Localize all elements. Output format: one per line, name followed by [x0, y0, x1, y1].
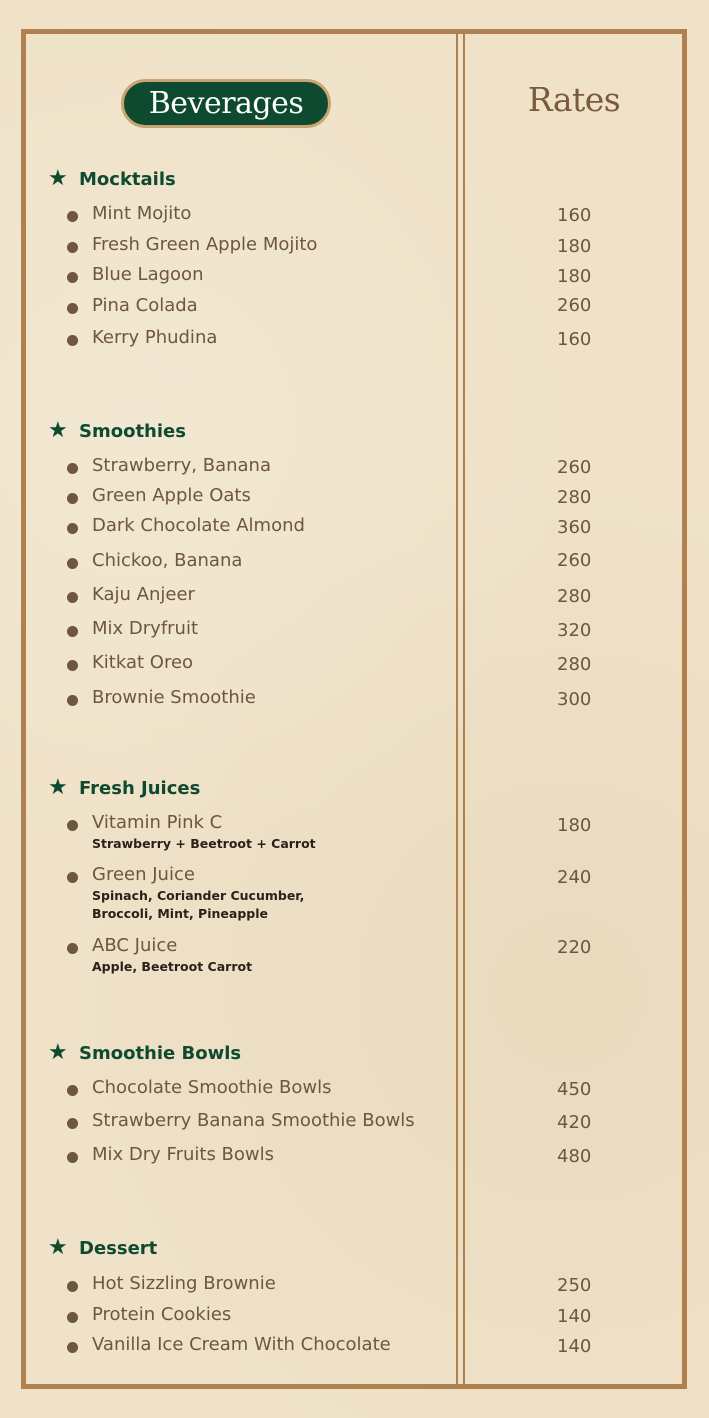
section-title: Smoothie Bowls: [79, 1042, 242, 1064]
menu-item: [0, 234, 709, 257]
bullet-dot-icon: [67, 695, 78, 706]
menu-item: [0, 1110, 709, 1133]
item-name: Mix Dry Fruits Bowls: [92, 1144, 275, 1165]
menu-item: [0, 1077, 709, 1100]
bullet-dot-icon: [67, 463, 78, 474]
menu-item: [0, 264, 709, 287]
bullet-dot-icon: [67, 626, 78, 637]
item-price: 320: [557, 620, 592, 641]
item-name: Green Juice: [92, 864, 195, 885]
bullet-dot-icon: [67, 1085, 78, 1096]
menu-item: [0, 1273, 709, 1296]
item-price: 360: [557, 517, 592, 538]
item-name: Hot Sizzling Brownie: [92, 1273, 276, 1294]
item-price: 280: [557, 487, 592, 508]
item-name: Brownie Smoothie: [92, 687, 256, 708]
item-price: 160: [557, 329, 592, 350]
bullet-dot-icon: [67, 493, 78, 504]
item-name: Kaju Anjeer: [92, 584, 195, 605]
menu-item: [0, 295, 709, 316]
star-icon: ★: [48, 1235, 68, 1260]
menu-item: [0, 652, 709, 675]
item-name: Kerry Phudina: [92, 327, 218, 348]
item-description: Strawberry + Beetroot + Carrot: [92, 836, 316, 851]
item-price: 450: [557, 1079, 592, 1100]
rates-column-title: Rates: [527, 80, 621, 119]
item-price: 140: [557, 1306, 592, 1327]
bullet-dot-icon: [67, 1152, 78, 1163]
item-name: Chickoo, Banana: [92, 550, 243, 571]
item-price: 250: [557, 1275, 592, 1296]
star-icon: ★: [48, 775, 68, 800]
item-name: Blue Lagoon: [92, 264, 204, 285]
item-name: Dark Chocolate Almond: [92, 515, 305, 536]
section-header: [48, 777, 200, 799]
bullet-dot-icon: [67, 211, 78, 222]
page-title: Beverages: [148, 85, 304, 121]
item-name: Fresh Green Apple Mojito: [92, 234, 318, 255]
menu-item: [0, 864, 709, 921]
bullet-dot-icon: [67, 335, 78, 346]
item-description: Apple, Beetroot Carrot: [92, 959, 253, 974]
item-name: Chocolate Smoothie Bowls: [92, 1077, 332, 1098]
item-price: 260: [557, 457, 592, 478]
bullet-dot-icon: [67, 943, 78, 954]
item-price: 280: [557, 586, 592, 607]
section-title: Dessert: [79, 1237, 158, 1259]
bullet-dot-icon: [67, 660, 78, 671]
item-name: Protein Cookies: [92, 1304, 232, 1325]
item-price: 160: [557, 205, 592, 226]
menu-item: [0, 1144, 709, 1167]
star-icon: ★: [48, 166, 68, 191]
section-header: [48, 1237, 157, 1259]
menu-item: [0, 550, 709, 571]
section-title: Mocktails: [79, 168, 176, 190]
column-divider: [463, 34, 465, 1384]
item-price: 260: [557, 550, 592, 571]
bullet-dot-icon: [67, 872, 78, 883]
bullet-dot-icon: [67, 1118, 78, 1129]
item-price: 420: [557, 1112, 592, 1133]
section-title: Smoothies: [79, 420, 186, 442]
item-price: 140: [557, 1336, 592, 1357]
menu-item: [0, 327, 709, 350]
item-price: 220: [557, 937, 592, 958]
menu-item: [0, 1334, 709, 1357]
menu-item: [0, 812, 709, 851]
menu-item: [0, 1304, 709, 1327]
item-name: Kitkat Oreo: [92, 652, 194, 673]
column-divider: [456, 34, 458, 1384]
bullet-dot-icon: [67, 303, 78, 314]
menu-item: [0, 485, 709, 508]
section-header: [48, 1042, 241, 1064]
star-icon: ★: [48, 418, 68, 443]
item-description: Spinach, Coriander Cucumber, Broccoli, Mint, Pineapple: [92, 888, 305, 921]
item-price: 180: [557, 815, 592, 836]
bullet-dot-icon: [67, 592, 78, 603]
item-price: 280: [557, 654, 592, 675]
bullet-dot-icon: [67, 523, 78, 534]
item-price: 260: [557, 295, 592, 316]
item-name: Vitamin Pink C: [92, 812, 223, 833]
beverages-title-badge: [121, 79, 331, 128]
bullet-dot-icon: [67, 1342, 78, 1353]
bullet-dot-icon: [67, 1281, 78, 1292]
bullet-dot-icon: [67, 1312, 78, 1323]
menu-item: [0, 203, 709, 226]
bullet-dot-icon: [67, 820, 78, 831]
item-name: Green Apple Oats: [92, 485, 251, 506]
item-price: 480: [557, 1146, 592, 1167]
item-name: Pina Colada: [92, 295, 198, 316]
menu-item: [0, 584, 709, 607]
item-price: 240: [557, 867, 592, 888]
menu-item: [0, 618, 709, 641]
menu-item: [0, 515, 709, 538]
item-name: Mix Dryfruit: [92, 618, 199, 639]
item-name: Strawberry Banana Smoothie Bowls: [92, 1110, 415, 1131]
section-header: [48, 168, 176, 190]
item-price: 300: [557, 689, 592, 710]
item-price: 180: [557, 266, 592, 287]
section-title: Fresh Juices: [79, 777, 201, 799]
menu-item: [0, 455, 709, 478]
menu-item: [0, 687, 709, 710]
item-name: Vanilla Ice Cream With Chocolate: [92, 1334, 391, 1355]
bullet-dot-icon: [67, 242, 78, 253]
bullet-dot-icon: [67, 558, 78, 569]
item-price: 180: [557, 236, 592, 257]
section-header: [48, 420, 186, 442]
bullet-dot-icon: [67, 272, 78, 283]
menu-item: [0, 935, 709, 974]
item-name: Mint Mojito: [92, 203, 192, 224]
star-icon: ★: [48, 1040, 68, 1065]
item-name: Strawberry, Banana: [92, 455, 271, 476]
item-name: ABC Juice: [92, 935, 178, 956]
